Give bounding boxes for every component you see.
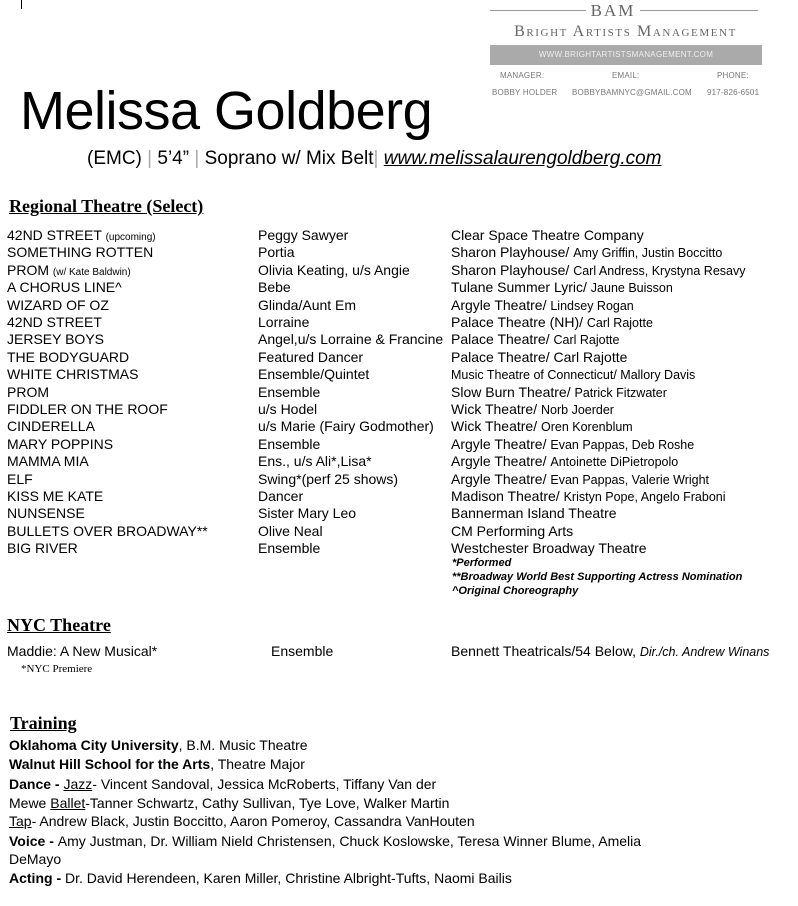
credit-venue-name: Palace Theatre/	[451, 331, 550, 348]
training-school	[9, 756, 305, 772]
credit-venue-name: Tulane Summer Lyric/	[451, 279, 587, 296]
tap-label: Tap	[9, 813, 32, 829]
email-label: EMAIL:	[612, 71, 640, 80]
note-choreography: ^Original Choreography	[452, 585, 579, 597]
table-row	[0, 366, 798, 384]
height: 5’4”	[157, 148, 190, 169]
logo-rule-right	[640, 10, 758, 11]
jazz-label: Jazz	[63, 776, 93, 792]
credit-show	[7, 523, 208, 539]
table-row	[0, 418, 798, 436]
jazz-teachers-cont: Mewe	[9, 795, 51, 811]
table-row	[0, 262, 798, 280]
credit-venue	[451, 279, 673, 295]
credit-show-title: PROM	[7, 261, 49, 278]
credit-director: Patrick Fitzwater	[574, 385, 667, 400]
credit-venue-name: Argyle Theatre/	[451, 296, 547, 313]
note-performed: *Performed	[452, 557, 512, 569]
voice-type: Soprano w/ Mix Belt	[204, 148, 374, 169]
voice-teachers: Amy Justman, Dr. William Nield Christensen, Chuck Koslowske, Teresa Winner Blume, Amelia	[57, 833, 642, 849]
credit-show-title: ELF	[7, 470, 33, 487]
credit-director: Carl Rajotte	[586, 316, 653, 330]
credit-venue-name: Slow Burn Theatre/	[451, 383, 571, 400]
credit-role: Peggy Sawyer	[258, 227, 349, 243]
credit-show-title: WIZARD OF OZ	[7, 296, 109, 313]
credit-show	[7, 331, 104, 347]
performer-stats	[87, 148, 662, 170]
training-heading: Training	[10, 713, 77, 733]
credit-venue-name: Westchester Broadway Theatre	[451, 540, 647, 557]
credit-role: Ensemble/Quintet	[258, 366, 370, 383]
credit-venue-name: Sharon Playhouse/	[451, 244, 570, 261]
acting-teachers: Dr. David Herendeen, Karen Miller, Christine Albright-Tufts, Naomi Bailis	[65, 870, 512, 886]
credit-director: Evan Pappas, Deb Roshe	[550, 437, 695, 452]
credit-show	[7, 227, 156, 243]
credit-venue-name: Argyle Theatre/	[451, 435, 547, 452]
credit-venue-name: Argyle Theatre/	[451, 453, 547, 470]
credit-show-title: 42ND STREET	[7, 227, 102, 243]
training-dance-line3	[9, 813, 475, 829]
table-row	[0, 540, 798, 558]
credit-role: Olivia Keating, u/s Angie	[258, 261, 410, 278]
table-row	[0, 401, 798, 419]
credit-role: Ensemble	[258, 435, 321, 452]
credit-director: Evan Pappas, Valerie Wright	[550, 472, 710, 487]
credit-venue	[451, 540, 647, 556]
credit-venue	[451, 436, 694, 452]
agency-name: Bright Artists Management	[514, 23, 737, 40]
separator: |	[194, 148, 200, 169]
dance-label: Dance -	[9, 776, 64, 792]
credit-show-title: SOMETHING ROTTEN	[7, 244, 154, 261]
credit-role: u/s Marie (Fairy Godmother)	[258, 418, 434, 435]
credit-show-title: CINDERELLA	[7, 418, 95, 435]
credit-show-title: THE BODYGUARD	[7, 348, 130, 365]
credit-venue	[451, 349, 627, 365]
credit-role: Angel,u/s Lorraine & Francine	[258, 331, 444, 348]
credit-role: u/s Hodel	[258, 401, 318, 417]
credit-venue	[451, 505, 617, 521]
credit-director: Carl Andress, Krystyna Resavy	[573, 263, 746, 278]
table-row	[0, 488, 798, 506]
credit-show-title: BULLETS OVER BROADWAY**	[7, 522, 208, 539]
credit-role: Glinda/Aunt Em	[258, 296, 357, 313]
credit-role: Ensemble	[258, 540, 321, 557]
credit-director: Antoinette DiPietropolo	[550, 455, 679, 470]
phone-label: PHONE:	[717, 71, 749, 80]
credit-venue	[451, 227, 644, 243]
credit-role: Bebe	[258, 279, 291, 296]
credit-venue-name: Palace Theatre/ Carl Rajotte	[451, 348, 628, 365]
agency-abbr: BAM	[590, 1, 636, 20]
nyc-premiere-note: *NYC Premiere	[21, 663, 93, 675]
credit-venue	[451, 453, 678, 469]
credit-show-title: FIDDLER ON THE ROOF	[7, 401, 168, 417]
voice-teachers-cont: DeMayo	[9, 851, 62, 867]
credit-venue-name: Wick Theatre/	[451, 418, 538, 435]
note-nomination: **Broadway World Best Supporting Actress Nomination	[452, 571, 743, 583]
union-status: (EMC)	[87, 148, 142, 169]
ballet-teachers: -Tanner Schwartz, Cathy Sullivan, Tye Love, Walker Martin	[85, 795, 450, 811]
credit-venue	[451, 418, 633, 434]
credit-show-title: WHITE CHRISTMAS	[7, 366, 139, 383]
credit-role: Swing*(perf 25 shows)	[258, 470, 399, 487]
credit-venue-name: Palace Theatre (NH)/	[451, 314, 584, 330]
nyc-heading: NYC Theatre	[7, 615, 111, 635]
tap-teachers: - Andrew Black, Justin Boccitto, Aaron Pomeroy, Cassandra VanHouten	[31, 813, 475, 829]
acting-label: Acting -	[9, 870, 65, 886]
credit-show-title: KISS ME KATE	[7, 488, 104, 504]
credit-show-title: NUNSENSE	[7, 505, 85, 522]
credit-venue-name: Argyle Theatre/	[451, 470, 547, 487]
credit-show-title: A CHORUS LINE^	[7, 279, 122, 296]
school-major: , Theatre Major	[210, 756, 305, 772]
credit-director: Carl Rajotte	[553, 333, 620, 348]
table-row	[0, 436, 798, 454]
credit-show	[7, 505, 85, 521]
voice-label: Voice -	[9, 833, 58, 849]
table-row	[0, 505, 798, 523]
credit-venue	[451, 314, 653, 330]
table-row	[0, 523, 798, 541]
university-name: Oklahoma City University	[9, 737, 179, 753]
manager-label: MANAGER:	[500, 71, 545, 80]
credit-show-title: MAMMA MIA	[7, 453, 89, 470]
credit-show-note: (w/ Kate Baldwin)	[52, 266, 131, 278]
nyc-director: Dir./ch. Andrew Winans	[639, 645, 770, 659]
credit-role: Ens., u/s Ali*,Lisa*	[258, 453, 372, 470]
logo-rule-left	[490, 10, 586, 11]
credit-venue-name: Wick Theatre/	[451, 401, 538, 417]
school-name: Walnut Hill School for the Arts	[9, 756, 211, 772]
jazz-teachers: - Vincent Sandoval, Jessica McRoberts, Tiffany Van der	[92, 776, 437, 792]
text-cursor	[21, 0, 22, 9]
separator: |	[373, 148, 379, 169]
credit-show-title: BIG RIVER	[7, 540, 78, 557]
table-row	[0, 244, 798, 262]
credit-venue	[451, 297, 634, 313]
table-row	[0, 227, 798, 245]
agency-phone: 917-826-6501	[707, 88, 760, 97]
credit-show	[7, 366, 138, 382]
website-link[interactable]: www.melissalaurengoldberg.com	[383, 148, 662, 169]
table-row	[0, 384, 798, 402]
credit-role: Lorraine	[258, 314, 310, 330]
credit-director: Kristyn Pope, Angelo Fraboni	[563, 490, 726, 504]
manager-name: BOBBY HOLDER	[492, 88, 558, 97]
credit-show	[7, 540, 78, 556]
credit-show	[7, 471, 33, 487]
table-row	[0, 453, 798, 471]
credit-show-title: 42ND STREET	[7, 314, 102, 330]
credit-show-title: MARY POPPINS	[7, 435, 114, 452]
regional-heading: Regional Theatre (Select)	[9, 196, 204, 216]
credit-director: Jaune Buisson	[590, 281, 673, 296]
credit-director: Music Theatre of Connecticut/ Mallory Davis	[451, 368, 696, 383]
credit-venue-name: CM Performing Arts	[451, 522, 574, 539]
separator: |	[147, 148, 153, 169]
ballet-label: Ballet	[50, 795, 86, 811]
credit-show	[7, 401, 168, 417]
credit-venue-name: Clear Space Theatre Company	[451, 227, 644, 243]
credit-show	[7, 279, 122, 295]
credit-venue	[451, 244, 722, 260]
credit-venue	[451, 262, 746, 278]
credit-show	[7, 453, 89, 469]
training-acting	[9, 870, 512, 886]
table-row	[0, 279, 798, 297]
training-dance-line2	[9, 795, 449, 811]
agency-logo	[488, 0, 763, 104]
training-university	[9, 737, 308, 753]
table-row	[0, 471, 798, 489]
credit-venue	[451, 366, 695, 382]
training-voice-line2	[9, 851, 61, 867]
training-voice-line1	[9, 833, 641, 849]
table-row	[0, 314, 798, 332]
credit-venue	[451, 523, 573, 539]
credit-venue	[451, 384, 667, 400]
nyc-show: Maddie: A New Musical*	[7, 643, 158, 659]
nyc-role: Ensemble	[271, 643, 334, 659]
credit-role: Olive Neal	[258, 522, 323, 539]
training-dance-line1	[9, 776, 436, 792]
credit-show	[7, 349, 129, 365]
credit-venue	[451, 401, 614, 417]
agency-email: BOBBYBAMNYC@GMAIL.COM	[572, 88, 692, 97]
agency-logo-top	[488, 0, 763, 22]
credit-venue-name: Bannerman Island Theatre	[451, 505, 617, 522]
credit-show-title: JERSEY BOYS	[7, 331, 105, 348]
credit-show	[7, 244, 153, 260]
credit-role: Sister Mary Leo	[258, 505, 357, 522]
credit-show	[7, 262, 131, 278]
credit-director: Norb Joerder	[541, 403, 614, 417]
credit-director: Lindsey Rogan	[550, 298, 634, 313]
credit-venue-name: Madison Theatre/	[451, 488, 560, 504]
credit-show	[7, 384, 49, 400]
table-row	[0, 331, 798, 349]
credit-show-title: PROM	[7, 383, 49, 400]
table-row	[0, 349, 798, 367]
credit-venue	[451, 488, 726, 504]
nyc-venue-name: Bennett Theatricals/54 Below,	[451, 643, 636, 659]
credit-role: Ensemble	[258, 383, 321, 400]
credit-show	[7, 297, 109, 313]
credit-show	[7, 418, 95, 434]
credit-show	[7, 436, 113, 452]
credit-director: Oren Korenblum	[541, 420, 633, 435]
credit-show-note: (upcoming)	[105, 232, 156, 243]
credit-show	[7, 314, 102, 330]
nyc-venue	[451, 643, 769, 659]
credit-role: Featured Dancer	[258, 348, 364, 365]
credit-venue-name: Sharon Playhouse/	[451, 261, 570, 278]
credit-venue	[451, 331, 619, 347]
table-row	[0, 297, 798, 315]
credit-role: Portia	[258, 244, 295, 261]
university-degree: , B.M. Music Theatre	[178, 737, 308, 753]
performer-name: Melissa Goldberg	[20, 81, 433, 141]
credit-director: Amy Griffin, Justin Boccitto	[573, 246, 723, 261]
credit-role: Dancer	[258, 488, 304, 504]
credit-venue	[451, 471, 709, 487]
credit-show	[7, 488, 103, 504]
nyc-credit-row	[0, 643, 798, 661]
agency-website: WWW.BRIGHTARTISTSMANAGEMENT.COM	[490, 45, 762, 65]
